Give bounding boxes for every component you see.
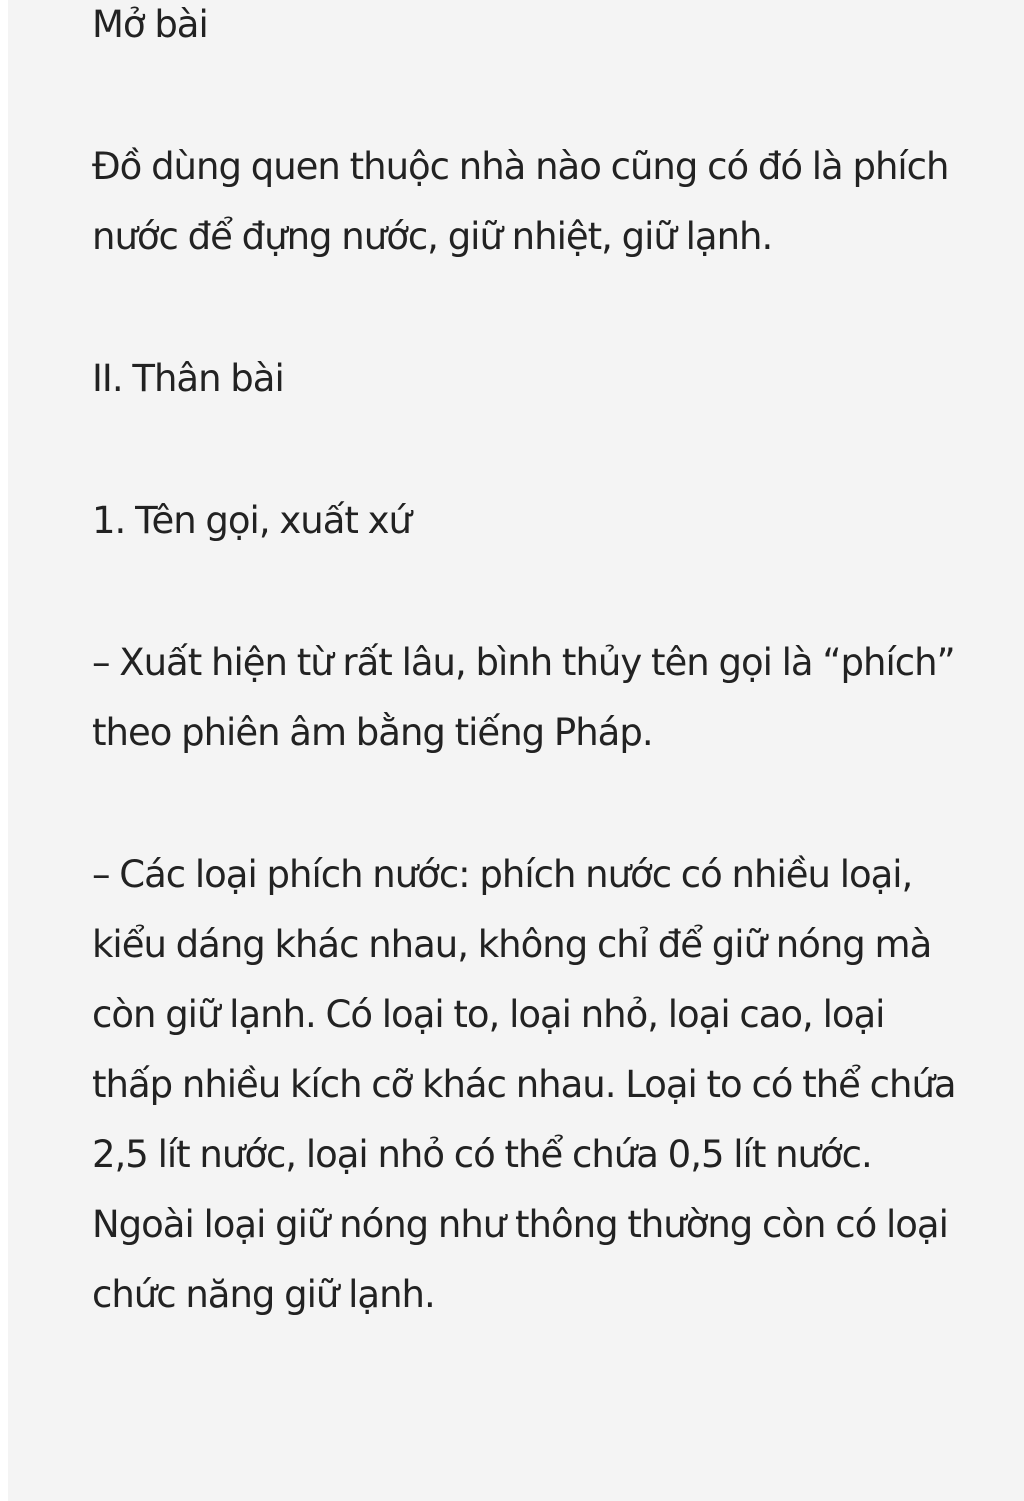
paragraph-cac-loai: – Các loại phích nước: phích nước có nhiều loại, kiểu dáng khác nhau, không chỉ để giữ nóng mà còn giữ lạnh. Có loại to, loại nhỏ, loại cao, loại thấp nhiều kích cỡ khác nhau. Loại to có thể chứa 2,5 lít nước, loại nhỏ có thể chứa 0,5 lít nước. Ngoài loại giữ nóng như thông thường còn có loại chức năng giữ lạnh.: [92, 853, 956, 1316]
page-background: [8, 0, 1024, 1501]
heading-than-bai: II. Thân bài: [92, 357, 284, 400]
subheading-ten-goi: 1. Tên gọi, xuất xứ: [92, 499, 411, 542]
left-margin-strip: [0, 0, 8, 1501]
paragraph-xuat-hien: – Xuất hiện từ rất lâu, bình thủy tên gọi là “phích” theo phiên âm bằng tiếng Pháp.: [92, 641, 955, 754]
paragraph-intro: Đồ dùng quen thuộc nhà nào cũng có đó là phích nước để đựng nước, giữ nhiệt, giữ lạnh.: [92, 145, 949, 258]
heading-mo-bai: Mở bài: [92, 3, 208, 46]
article-body: [92, 0, 972, 1402]
